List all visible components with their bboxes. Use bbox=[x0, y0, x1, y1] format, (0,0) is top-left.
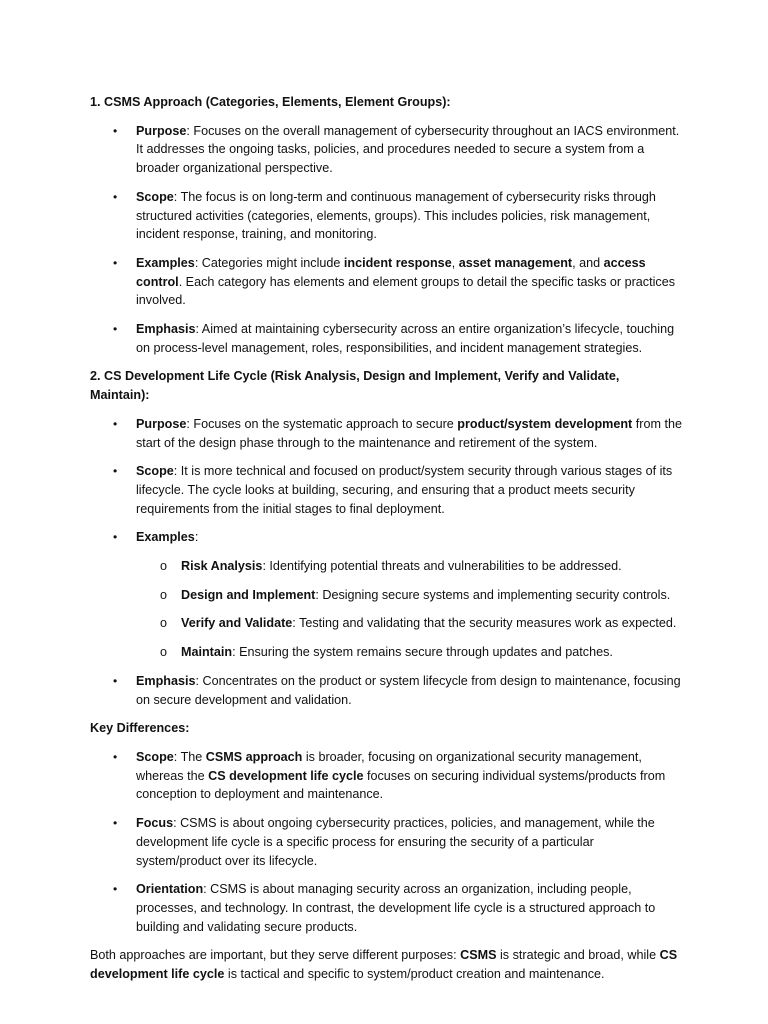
section-1-heading: 1. CSMS Approach (Categories, Elements, Element Groups): bbox=[90, 95, 451, 109]
item-text: : Concentrates on the product or system lifecycle from design to maintenance, focusing on secure development and validation. bbox=[136, 673, 681, 707]
bullet-icon: • bbox=[113, 749, 118, 764]
item-label: Purpose bbox=[136, 416, 187, 431]
list-item bbox=[90, 254, 682, 310]
sub-item-label: Verify and Validate bbox=[181, 616, 293, 631]
conclusion-paragraph bbox=[90, 946, 682, 983]
list-item bbox=[90, 528, 682, 662]
item-emphasis: asset management bbox=[458, 255, 573, 270]
list-item bbox=[90, 880, 682, 936]
item-text: is broader, focusing on organizational security management, whereas the bbox=[136, 749, 642, 783]
sub-list-item bbox=[136, 586, 682, 605]
circle-bullet-icon: o bbox=[160, 616, 168, 631]
circle-bullet-icon: o bbox=[160, 587, 168, 602]
bullet-icon: • bbox=[113, 882, 118, 897]
list-item bbox=[90, 122, 682, 178]
bullet-icon: • bbox=[113, 416, 118, 431]
conclusion-emphasis: CS development life cycle bbox=[90, 948, 678, 982]
item-text: . Each category has elements and element groups to detail the specific tasks or practices involved. bbox=[136, 274, 676, 308]
key-differences-list bbox=[90, 748, 682, 936]
circle-bullet-icon: o bbox=[160, 559, 168, 574]
item-text: , bbox=[451, 255, 459, 270]
item-text: focuses on securing individual systems/products from conception to deployment and maintenance. bbox=[136, 768, 666, 802]
item-emphasis: CS development life cycle bbox=[208, 768, 364, 783]
sub-list-item bbox=[136, 557, 682, 576]
bullet-icon: • bbox=[113, 189, 118, 204]
item-text: from the start of the design phase through to the maintenance and retirement of the system. bbox=[136, 416, 682, 450]
sub-item-label: Maintain bbox=[181, 645, 233, 660]
item-emphasis: access control bbox=[136, 255, 646, 289]
sub-item-label: Design and Implement bbox=[181, 587, 316, 602]
sub-list-item bbox=[136, 614, 682, 633]
item-text: : Aimed at maintaining cybersecurity across an entire organization’s lifecycle, touching on process-level management, roles, responsibilities, and incident management strategies. bbox=[136, 322, 675, 355]
list-item bbox=[90, 748, 682, 804]
item-text: : Categories might include bbox=[194, 255, 344, 270]
conclusion-text: is tactical and specific to system/product creation and maintenance. bbox=[224, 967, 605, 982]
item-text: : CSMS is about managing security across an organization, including people, processes, and technology. In contrast, the development life cycle is a structured approach to building and validating secure products. bbox=[136, 882, 656, 934]
conclusion-text: Both approaches are important, but they serve different purposes: bbox=[90, 948, 461, 963]
list-item bbox=[90, 188, 682, 244]
bullet-icon: • bbox=[113, 255, 118, 270]
section-2-heading: 2. CS Development Life Cycle (Risk Analysis, Design and Implement, Verify and Validate, Maintain): bbox=[90, 369, 620, 403]
examples-sublist bbox=[136, 557, 682, 662]
bullet-icon: • bbox=[113, 673, 118, 688]
item-text: : It is more technical and focused on product/system security through various stages of its lifecycle. The cycle looks at building, securing, and ensuring that a product meets security requirements from the initial stages to final deployment. bbox=[136, 464, 673, 516]
item-label: Orientation bbox=[136, 882, 204, 897]
item-label: Scope bbox=[136, 189, 174, 204]
conclusion-emphasis: CSMS bbox=[460, 948, 497, 963]
item-text: : The bbox=[173, 749, 206, 764]
item-text: : CSMS is about ongoing cybersecurity practices, policies, and management, while the development life cycle is a specific process for ensuring the security of a particular system/product over its lifecycle. bbox=[136, 816, 655, 868]
item-text: : bbox=[194, 530, 199, 545]
list-item bbox=[90, 415, 682, 452]
item-label: Examples bbox=[136, 255, 195, 270]
bullet-icon: • bbox=[113, 322, 118, 337]
sub-list-item bbox=[136, 643, 682, 662]
item-emphasis: incident response bbox=[343, 255, 452, 270]
list-item bbox=[90, 462, 682, 518]
list-item bbox=[90, 672, 682, 709]
item-label: Emphasis bbox=[136, 673, 196, 688]
sub-item-text: : Testing and validating that the security measures work as expected. bbox=[292, 616, 677, 631]
bullet-icon: • bbox=[113, 530, 118, 545]
item-emphasis: CSMS approach bbox=[205, 749, 303, 764]
bullet-icon: • bbox=[113, 123, 118, 138]
section-2-list bbox=[90, 415, 682, 709]
item-text: : The focus is on long-term and continuous management of cybersecurity risks through structured activities (categories, elements, groups). This includes policies, risk management, incident response, training, and monitoring. bbox=[136, 189, 656, 242]
sub-item-text: : Identifying potential threats and vulnerabilities to be addressed. bbox=[262, 559, 622, 574]
item-label: Examples bbox=[136, 530, 195, 545]
item-text: : Focuses on the systematic approach to secure bbox=[186, 416, 458, 431]
list-item bbox=[90, 320, 682, 357]
item-text: : Focuses on the overall management of cybersecurity throughout an IACS environment. It addresses the ongoing tasks, policies, and procedures needed to secure a system from a broader organizational perspective. bbox=[136, 123, 680, 176]
sub-item-text: : Ensuring the system remains secure through updates and patches. bbox=[232, 645, 613, 660]
item-label: Scope bbox=[136, 464, 174, 479]
list-item bbox=[90, 814, 682, 870]
circle-bullet-icon: o bbox=[160, 645, 168, 660]
sub-item-text: : Designing secure systems and implementing security controls. bbox=[315, 587, 671, 602]
item-label: Purpose bbox=[136, 123, 187, 138]
item-label: Focus bbox=[136, 816, 174, 831]
conclusion-text: is strategic and broad, while bbox=[496, 948, 660, 963]
sub-item-label: Risk Analysis bbox=[181, 559, 263, 574]
item-emphasis: product/system development bbox=[457, 416, 633, 431]
item-label: Emphasis bbox=[136, 322, 196, 337]
key-differences-heading: Key Differences: bbox=[90, 721, 190, 736]
section-1-list bbox=[90, 122, 682, 358]
item-text: , and bbox=[572, 255, 604, 270]
bullet-icon: • bbox=[113, 816, 118, 831]
item-label: Scope bbox=[136, 749, 174, 764]
bullet-icon: • bbox=[113, 464, 118, 479]
